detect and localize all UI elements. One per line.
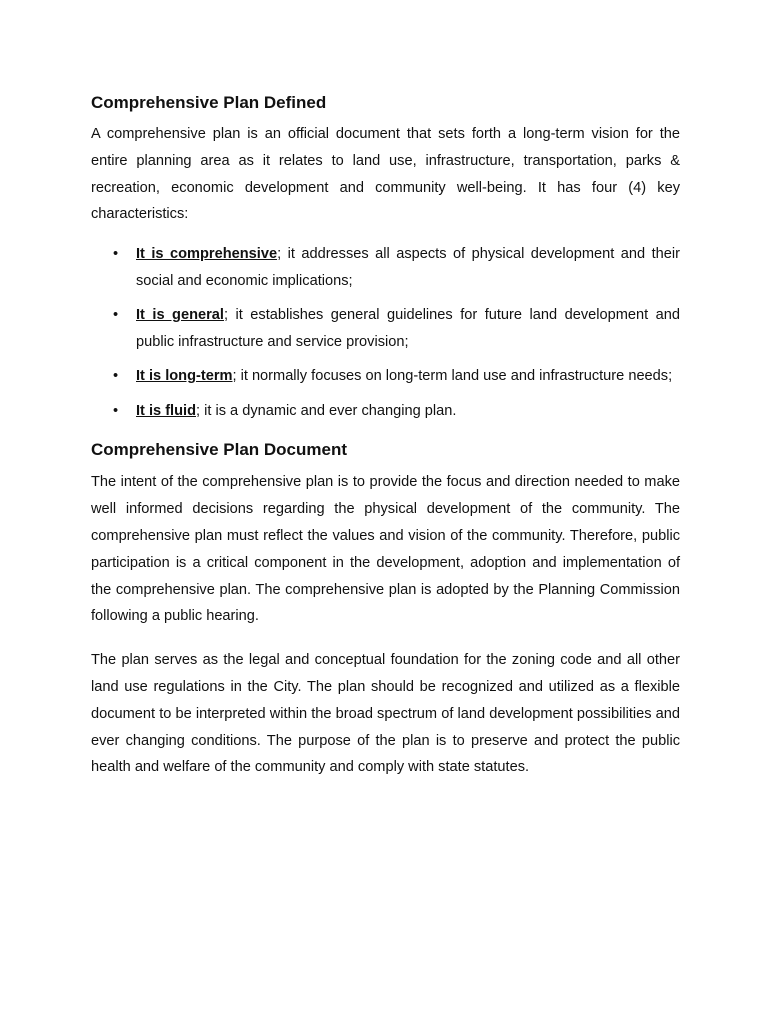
characteristic-term: It is fluid — [136, 402, 196, 419]
list-item — [91, 363, 680, 390]
document-content — [91, 88, 680, 781]
intro-paragraph: A comprehensive plan is an official document that sets forth a long-term vision for the entire planning area as it relates to land use, infrastructure, transportation, parks & recreation, economic development and community well-being. It has four (4) key characteristics: — [91, 126, 680, 223]
characteristic-text: ; it addresses all aspects of physical development and their social and economic implications; — [136, 246, 680, 289]
characteristic-text: ; it normally focuses on long-term land use and infrastructure needs; — [232, 368, 673, 385]
bullet-icon: • — [113, 246, 119, 263]
bullet-icon: • — [113, 307, 119, 324]
list-item — [91, 241, 680, 295]
characteristic-term: It is general — [136, 307, 224, 324]
bullet-icon: • — [113, 402, 119, 419]
body-paragraph: The intent of the comprehensive plan is to provide the focus and direction needed to make well informed decisions regarding the physical development of the community. The comprehensive plan must reflect the values and vision of the community. Therefore, public participation is a critical component in the development, adoption and implementation of the comprehensive plan. The comprehensive plan is adopted by the Planning Commission following a public hearing. — [91, 474, 680, 625]
list-item — [91, 398, 680, 425]
characteristics-list — [91, 241, 680, 424]
bullet-icon: • — [113, 368, 119, 385]
characteristic-text: ; it is a dynamic and ever changing plan. — [196, 402, 457, 419]
list-item — [91, 302, 680, 356]
section-heading-plan-document: Comprehensive Plan Document — [91, 440, 348, 460]
characteristic-text: ; it establishes general guidelines for future land development and public infrastructure and service provision; — [136, 307, 680, 351]
section-heading-plan-defined: Comprehensive Plan Defined — [91, 93, 327, 112]
characteristic-term: It is long-term — [136, 368, 233, 385]
characteristic-term: It is comprehensive — [136, 246, 278, 263]
body-paragraph: The plan serves as the legal and conceptual foundation for the zoning code and all other land use regulations in the City. The plan should be recognized and utilized as a flexible document to be interpreted within the broad spectrum of land development possibilities and ever changing conditions. The purpose of the plan is to preserve and protect the public health and welfare of the community and comply with state statutes. — [91, 652, 680, 776]
